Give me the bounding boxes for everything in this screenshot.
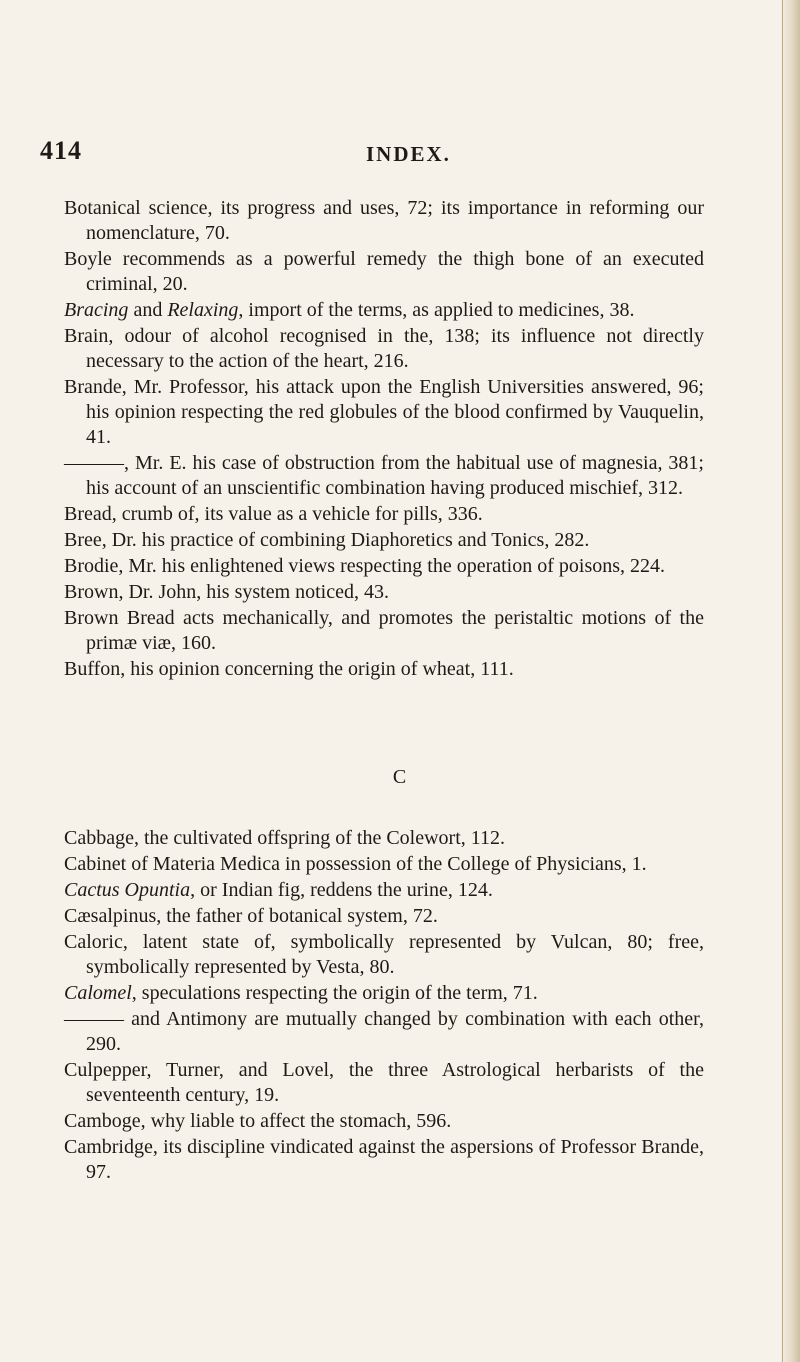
index-entry: Boyle recommends as a powerful remedy the thigh bone of an executed criminal, 20. bbox=[64, 248, 704, 295]
index-entry: Cæsalpinus, the father of botanical system, 72. bbox=[64, 905, 438, 927]
index-entry: Botanical science, its progress and uses, 72; its importance in reforming our nomenclature, 70. bbox=[64, 197, 704, 244]
index-entry bbox=[64, 298, 704, 323]
index-entry: Camboge, why liable to affect the stomach, 596. bbox=[64, 1110, 452, 1132]
index-entry: Brain, odour of alcohol recognised in the, 138; its influence not directly necessary to the action of the heart, 216. bbox=[64, 325, 704, 372]
page-edge-line bbox=[782, 0, 783, 1362]
running-head: INDEX. bbox=[366, 142, 451, 166]
index-entry: Cabbage, the cultivated offspring of the Colewort, 112. bbox=[64, 827, 506, 849]
index-entry: Cabinet of Materia Medica in possession of the College of Physicians, 1. bbox=[64, 853, 647, 875]
index-entry bbox=[64, 878, 704, 903]
index-entry: Culpepper, Turner, and Lovel, the three Astrological herbarists of the seventeenth century, 19. bbox=[64, 1059, 704, 1106]
index-entry: Brodie, Mr. his enlightened views respecting the operation of poisons, 224. bbox=[64, 555, 666, 577]
index-entry: Bread, crumb of, its value as a vehicle for pills, 336. bbox=[64, 503, 483, 525]
index-entry: Caloric, latent state of, symbolically represented by Vulcan, 80; free, symbolically represented by Vesta, 80. bbox=[64, 931, 704, 978]
page-header bbox=[40, 136, 740, 176]
entry-italic-term: Calomel bbox=[64, 982, 132, 1004]
entry-italic-term: Relaxing bbox=[167, 299, 239, 321]
index-section-b bbox=[64, 196, 704, 683]
section-letter-heading: C bbox=[392, 766, 408, 788]
index-entry: Bree, Dr. his practice of combining Diaphoretics and Tonics, 282. bbox=[64, 529, 590, 551]
index-entry: Brown, Dr. John, his system noticed, 43. bbox=[64, 581, 389, 603]
index-entry: ———, Mr. E. his case of obstruction from the habitual use of magnesia, 381; his account of an unscientific combination having produced mischief, 312. bbox=[64, 452, 704, 499]
index-entry bbox=[64, 981, 704, 1006]
entry-text: , speculations respecting the origin of the term, 71. bbox=[131, 982, 538, 1004]
index-section-c bbox=[64, 826, 704, 1186]
entry-text: , import of the terms, as applied to medicines, 38. bbox=[238, 299, 635, 321]
index-entry: Buffon, his opinion concerning the origin of wheat, 111. bbox=[64, 658, 514, 680]
index-entry: Brande, Mr. Professor, his attack upon the English Universities answered, 96; his opinion respecting the red globules of the blood confirmed by Vauquelin, 41. bbox=[64, 376, 704, 448]
entry-italic-term: Bracing bbox=[64, 299, 129, 321]
index-entry: Brown Bread acts mechanically, and promotes the peristaltic motions of the primæ viæ, 160. bbox=[64, 607, 704, 654]
page-edge bbox=[780, 0, 800, 1362]
entry-connector: and bbox=[128, 299, 168, 321]
page-number: 414 bbox=[40, 136, 82, 165]
entry-italic-term: Cactus Opuntia bbox=[64, 879, 191, 901]
entry-text: , or Indian fig, reddens the urine, 124. bbox=[190, 879, 493, 901]
index-entry: Cambridge, its discipline vindicated against the aspersions of Professor Brande, 97. bbox=[64, 1136, 704, 1183]
index-entry: ——— and Antimony are mutually changed by combination with each other, 290. bbox=[64, 1008, 704, 1055]
